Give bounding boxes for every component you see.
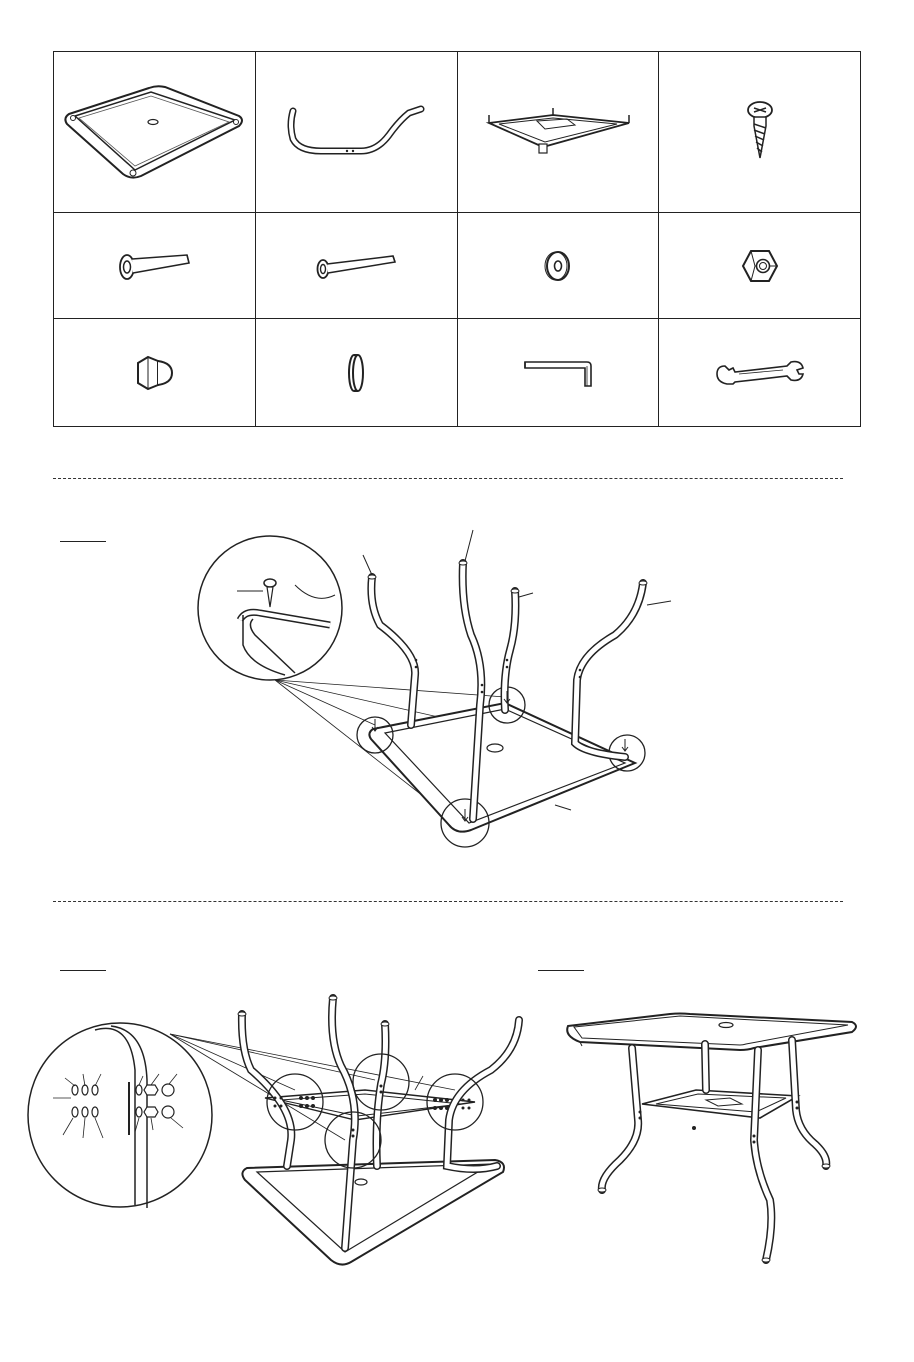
- cap-nut-icon: [134, 353, 174, 393]
- lower-shelf-frame-icon: [483, 107, 633, 157]
- part-cell-allen-key: [457, 319, 659, 427]
- step-1-label-underline: [60, 541, 106, 542]
- part-cell-cap-nut: [54, 319, 256, 427]
- part-cell-tabletop: [54, 52, 256, 213]
- step-1-figure: [195, 525, 695, 855]
- table-leg-icon: [281, 105, 431, 159]
- spring-washer-icon: [346, 351, 366, 395]
- step-1-leg-attachment-diagram: [195, 525, 695, 855]
- short-bolt-icon: [117, 249, 191, 283]
- flat-washer-icon: [543, 249, 573, 283]
- step-2-shelf-attachment-diagram: [35, 990, 515, 1270]
- hex-nut-icon: [741, 249, 779, 283]
- section-divider-2: [53, 901, 843, 902]
- parts-table: [53, 51, 861, 427]
- long-bolt-icon: [315, 251, 397, 281]
- part-cell-hex-nut: [659, 213, 861, 319]
- tabletop-frame-icon: [61, 82, 247, 182]
- wrench-icon: [715, 358, 805, 388]
- part-cell-shelf: [457, 52, 659, 213]
- part-cell-wrench: [659, 319, 861, 427]
- step-3-label-underline: [538, 970, 584, 971]
- step-2-label-underline: [60, 970, 106, 971]
- step-3-assembled-table-diagram: [560, 1010, 860, 1275]
- part-cell-screw: [659, 52, 861, 213]
- step-3-figure: [560, 1010, 860, 1275]
- allen-key-icon: [521, 358, 595, 388]
- phillips-screw-icon: [745, 100, 775, 164]
- part-cell-washer: [457, 213, 659, 319]
- part-cell-leg: [255, 52, 457, 213]
- section-divider-1: [53, 478, 843, 479]
- part-cell-short-bolt: [54, 213, 256, 319]
- part-cell-spring-washer: [255, 319, 457, 427]
- part-cell-long-bolt: [255, 213, 457, 319]
- step-2-figure: [35, 990, 515, 1270]
